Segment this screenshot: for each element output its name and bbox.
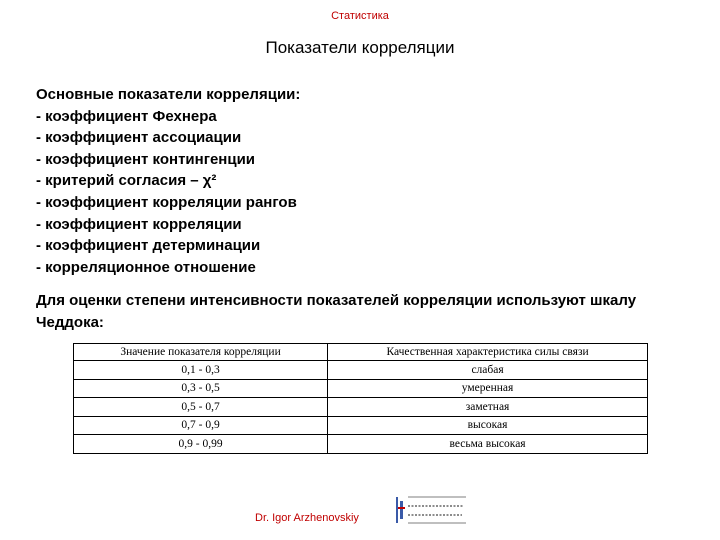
- list-item: - коэффициент корреляции: [36, 215, 242, 233]
- list-item: - критерий согласия – χ²: [36, 172, 217, 190]
- indicator-list: [36, 106, 297, 279]
- column-header-value: Значение показателя корреляции: [74, 344, 328, 361]
- list-item: - коэффициент Фехнера: [36, 107, 217, 125]
- table-row: [74, 416, 648, 435]
- cheddock-paragraph: Для оценки степени интенсивности показателей корреляции используют шкалу Чеддока:: [36, 292, 637, 331]
- column-header-strength: Качественная характеристика силы связи: [328, 344, 648, 361]
- table-row: [74, 361, 648, 380]
- cell-range: 0,9 - 0,99: [74, 435, 328, 454]
- institution-logo-icon: [394, 495, 468, 525]
- table-row: [74, 435, 648, 454]
- intro-line: Основные показатели корреляции:: [36, 86, 301, 103]
- slide-title: Показатели корреляции: [265, 38, 455, 57]
- list-item: - корреляционное отношение: [36, 258, 256, 276]
- list-item: - коэффициент детерминации: [36, 237, 261, 255]
- cell-range: 0,7 - 0,9: [74, 416, 328, 435]
- list-item: - коэффициент ассоциации: [36, 129, 242, 147]
- cell-range: 0,3 - 0,5: [74, 379, 328, 398]
- table-header-row: [74, 344, 648, 361]
- cheddock-table: [73, 343, 648, 454]
- list-item: - коэффициент контингенции: [36, 150, 256, 168]
- cell-strength: весьма высокая: [328, 435, 648, 454]
- table-row: [74, 398, 648, 417]
- cell-strength: умеренная: [328, 379, 648, 398]
- header-subject: Статистика: [331, 10, 389, 22]
- list-item: - коэффициент корреляции рангов: [36, 193, 297, 211]
- cell-strength: заметная: [328, 398, 648, 417]
- cell-range: 0,5 - 0,7: [74, 398, 328, 417]
- cell-range: 0,1 - 0,3: [74, 361, 328, 380]
- table-row: [74, 379, 648, 398]
- footer-author: Dr. Igor Arzhenovskiy: [255, 512, 359, 524]
- cell-strength: высокая: [328, 416, 648, 435]
- cell-strength: слабая: [328, 361, 648, 380]
